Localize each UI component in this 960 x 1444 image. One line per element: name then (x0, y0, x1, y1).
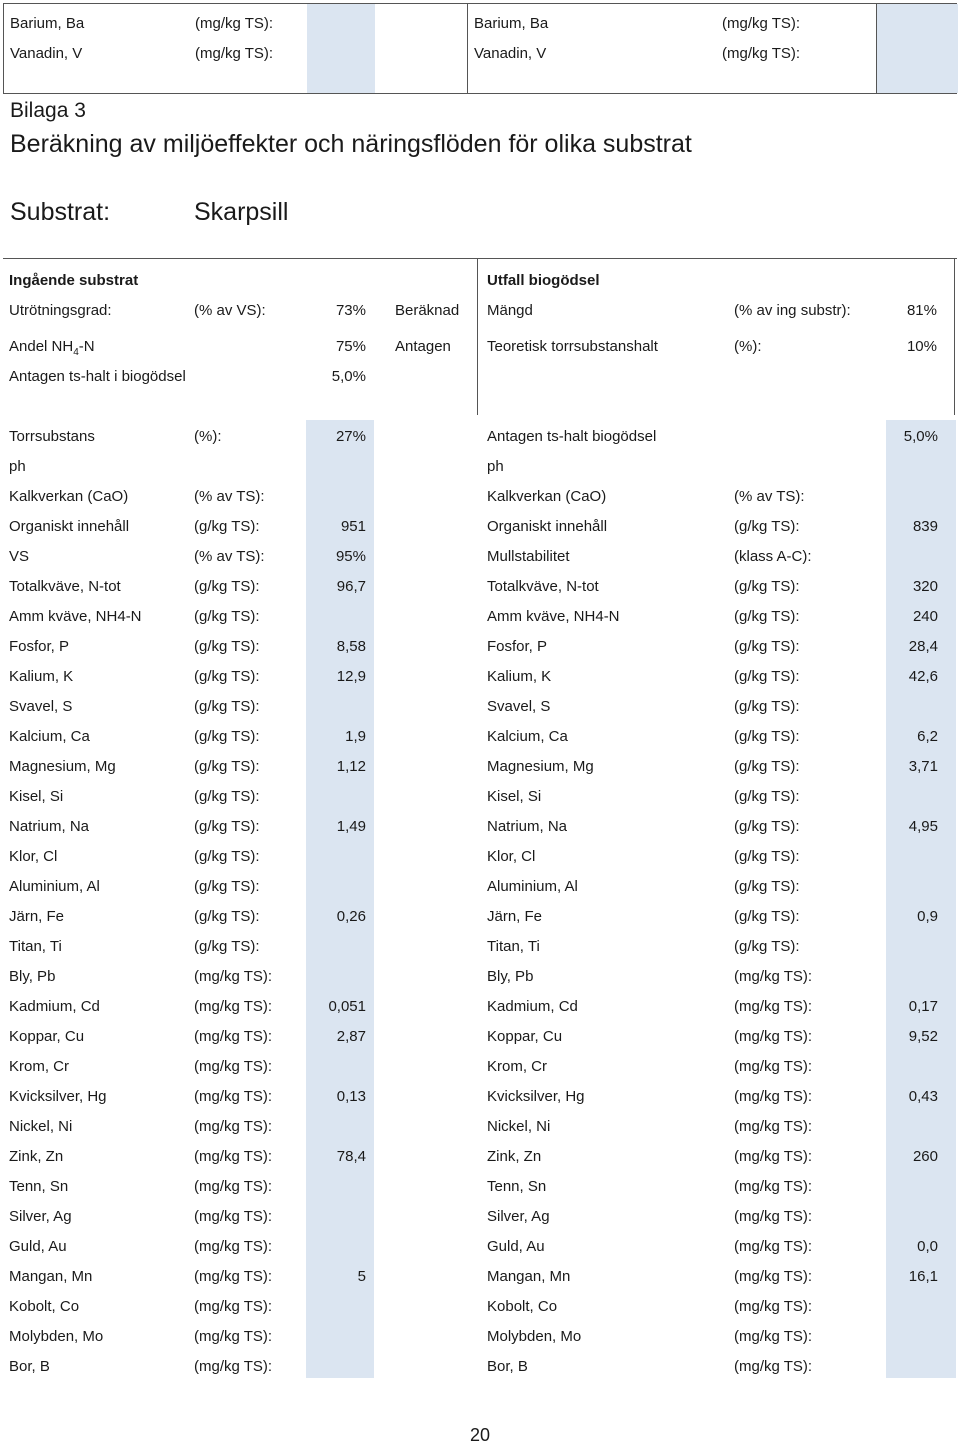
left-unit: (g/kg TS): (194, 818, 260, 835)
teoretisk-value: 10% (906, 338, 937, 355)
left-substance-name: Natrium, Na (9, 818, 90, 835)
right-unit: (g/kg TS): (734, 578, 800, 595)
left-substance-name: Kalium, K (9, 668, 74, 685)
right-unit: (g/kg TS): (734, 788, 800, 805)
right-value: 320 (912, 578, 938, 595)
output-heading: Utfall biogödsel (487, 272, 600, 289)
right-substance-name: Klor, Cl (487, 848, 536, 865)
table-row (0, 662, 960, 692)
right-substance-name: ph (487, 458, 504, 475)
appendix-label: Bilaga 3 (10, 99, 86, 122)
right-value: 839 (912, 518, 938, 535)
table-row (0, 872, 960, 902)
table-row (0, 962, 960, 992)
right-unit: (mg/kg TS): (734, 968, 813, 985)
andel-label: Andel $NH_4-N$ (9, 338, 95, 358)
top-continuation-table (3, 3, 957, 94)
right-value: 5,0% (903, 428, 938, 445)
right-substance-name: Titan, Ti (487, 938, 540, 955)
right-unit: (g/kg TS): (734, 668, 800, 685)
right-unit: (g/kg TS): (734, 638, 800, 655)
right-substance-name: Järn, Fe (487, 908, 543, 925)
table-row (0, 602, 960, 632)
table-row (0, 812, 960, 842)
left-substance-name: VS (9, 548, 30, 565)
right-unit: (mg/kg TS): (734, 1118, 813, 1135)
table-row (0, 1352, 960, 1382)
top-right-unit: (mg/kg TS): (722, 15, 801, 32)
utrotning-label: Utrötningsgrad: (9, 302, 112, 319)
left-value: 2,87 (336, 1028, 366, 1045)
andel-note: Antagen (395, 338, 451, 355)
top-left-unit: (mg/kg TS): (195, 15, 274, 32)
right-value: 0,0 (917, 1238, 938, 1255)
top-left-name: Vanadin, V (10, 45, 83, 62)
right-unit: (mg/kg TS): (734, 1268, 813, 1285)
right-unit: (g/kg TS): (734, 818, 800, 835)
left-unit: (g/kg TS): (194, 698, 260, 715)
left-unit: (g/kg TS): (194, 608, 260, 625)
left-unit: (g/kg TS): (194, 938, 260, 955)
table-row (0, 722, 960, 752)
right-unit: (g/kg TS): (734, 878, 800, 895)
utrotning-note: Beräknad (395, 302, 460, 319)
right-substance-name: Kvicksilver, Hg (487, 1088, 585, 1105)
mangd-unit: (% av ing substr): (734, 302, 851, 319)
left-substance-name: Silver, Ag (9, 1208, 72, 1225)
left-substance-name: Kadmium, Cd (9, 998, 100, 1015)
page-title: Beräkning av miljöeffekter och näringsflöden för olika substrat (10, 130, 692, 158)
right-unit: (mg/kg TS): (734, 998, 813, 1015)
left-unit: (%): (194, 428, 222, 445)
left-value: 78,4 (336, 1148, 366, 1165)
left-substance-name: Kvicksilver, Hg (9, 1088, 107, 1105)
left-substance-name: Organiskt innehåll (9, 518, 130, 535)
left-value: 12,9 (336, 668, 366, 685)
right-unit: (mg/kg TS): (734, 1358, 813, 1375)
right-substance-name: Kalium, K (487, 668, 552, 685)
right-unit: (mg/kg TS): (734, 1148, 813, 1165)
left-substance-name: Aluminium, Al (9, 878, 100, 895)
teoretisk-unit: (%): (734, 338, 762, 355)
left-unit: (g/kg TS): (194, 908, 260, 925)
right-value: 260 (912, 1148, 938, 1165)
table-row (0, 452, 960, 482)
table-row (0, 902, 960, 932)
left-substance-name: Nickel, Ni (9, 1118, 73, 1135)
right-value: 9,52 (908, 1028, 938, 1045)
right-substance-name: Zink, Zn (487, 1148, 542, 1165)
column-divider (467, 4, 468, 93)
table-row (0, 752, 960, 782)
left-unit: (mg/kg TS): (194, 1148, 273, 1165)
input-shade-left (307, 4, 375, 93)
right-value: 6,2 (917, 728, 938, 745)
left-unit: (mg/kg TS): (194, 1178, 273, 1195)
table-row (0, 1292, 960, 1322)
top-right-unit: (mg/kg TS): (722, 45, 801, 62)
table-row (0, 692, 960, 722)
left-value: 27% (335, 428, 366, 445)
table-row (0, 842, 960, 872)
right-substance-name: Kisel, Si (487, 788, 542, 805)
table-row (0, 512, 960, 542)
left-value: 8,58 (336, 638, 366, 655)
teoretisk-label: Teoretisk torrsubstanshalt (487, 338, 658, 355)
table-row (0, 1022, 960, 1052)
left-substance-name: Kobolt, Co (9, 1298, 80, 1315)
left-unit: (mg/kg TS): (194, 1118, 273, 1135)
left-substance-name: Titan, Ti (9, 938, 62, 955)
column-divider (954, 259, 955, 415)
substrate-value: Skarpsill (194, 198, 289, 226)
top-left-unit: (mg/kg TS): (195, 45, 274, 62)
left-unit: (mg/kg TS): (194, 1268, 273, 1285)
left-substance-name: Totalkväve, N-tot (9, 578, 121, 595)
right-unit: (g/kg TS): (734, 608, 800, 625)
left-value: 1,49 (336, 818, 366, 835)
table-row (0, 422, 960, 452)
right-substance-name: Bly, Pb (487, 968, 534, 985)
left-value: 0,26 (336, 908, 366, 925)
right-unit: (g/kg TS): (734, 758, 800, 775)
table-row (0, 542, 960, 572)
right-substance-name: Kobolt, Co (487, 1298, 558, 1315)
right-unit: (g/kg TS): (734, 728, 800, 745)
left-substance-name: Zink, Zn (9, 1148, 64, 1165)
right-substance-name: Tenn, Sn (487, 1178, 547, 1195)
right-value: 42,6 (908, 668, 938, 685)
left-substance-name: Torrsubstans (9, 428, 95, 445)
utrotning-unit: (% av VS): (194, 302, 266, 319)
summary-table (3, 258, 957, 416)
left-substance-name: Koppar, Cu (9, 1028, 85, 1045)
left-unit: (g/kg TS): (194, 668, 260, 685)
table-row (0, 782, 960, 812)
substrate-label: Substrat: (10, 198, 111, 226)
left-substance-name: Magnesium, Mg (9, 758, 116, 775)
table-row (0, 1232, 960, 1262)
table-row (0, 1322, 960, 1352)
right-substance-name: Organiskt innehåll (487, 518, 608, 535)
right-substance-name: Aluminium, Al (487, 878, 578, 895)
table-row (0, 992, 960, 1022)
ingoing-heading: Ingående substrat (9, 272, 139, 289)
right-substance-name: Mangan, Mn (487, 1268, 571, 1285)
right-substance-name: Bor, B (487, 1358, 528, 1375)
left-substance-name: Kisel, Si (9, 788, 64, 805)
right-value: 28,4 (908, 638, 938, 655)
left-unit: (% av TS): (194, 548, 265, 565)
left-substance-name: Klor, Cl (9, 848, 58, 865)
left-unit: (mg/kg TS): (194, 1238, 273, 1255)
table-row (0, 632, 960, 662)
right-substance-name: Kalkverkan (CaO) (487, 488, 607, 505)
left-substance-name: Kalkverkan (CaO) (9, 488, 129, 505)
left-unit: (g/kg TS): (194, 878, 260, 895)
left-unit: (g/kg TS): (194, 578, 260, 595)
right-substance-name: Amm kväve, NH4-N (487, 608, 620, 625)
right-unit: (mg/kg TS): (734, 1328, 813, 1345)
right-value: 0,9 (917, 908, 938, 925)
right-unit: (mg/kg TS): (734, 1298, 813, 1315)
right-substance-name: Krom, Cr (487, 1058, 547, 1075)
left-unit: (g/kg TS): (194, 518, 260, 535)
andel-value: 75% (335, 338, 366, 355)
right-value: 3,71 (908, 758, 938, 775)
table-row (0, 932, 960, 962)
table-row (0, 1172, 960, 1202)
left-unit: (g/kg TS): (194, 638, 260, 655)
left-unit: (g/kg TS): (194, 788, 260, 805)
left-unit: (mg/kg TS): (194, 1328, 273, 1345)
table-row (0, 1262, 960, 1292)
left-substance-name: Svavel, S (9, 698, 73, 715)
left-substance-name: Krom, Cr (9, 1058, 69, 1075)
left-unit: (mg/kg TS): (194, 1298, 273, 1315)
left-substance-name: Tenn, Sn (9, 1178, 69, 1195)
column-divider (876, 4, 877, 93)
mangd-label: Mängd (487, 302, 533, 319)
top-right-name: Barium, Ba (474, 15, 549, 32)
left-value: 96,7 (336, 578, 366, 595)
left-value: 95% (335, 548, 366, 565)
right-unit: (klass A-C): (734, 548, 812, 565)
left-substance-name: Fosfor, P (9, 638, 70, 655)
left-substance-name: Kalcium, Ca (9, 728, 90, 745)
right-unit: (mg/kg TS): (734, 1178, 813, 1195)
right-substance-name: Nickel, Ni (487, 1118, 551, 1135)
left-unit: (g/kg TS): (194, 728, 260, 745)
right-value: 0,17 (908, 998, 938, 1015)
input-shade-right (876, 4, 958, 93)
left-unit: (mg/kg TS): (194, 998, 273, 1015)
left-unit: (mg/kg TS): (194, 968, 273, 985)
table-row (0, 1112, 960, 1142)
right-value: 16,1 (908, 1268, 938, 1285)
left-value: 0,13 (336, 1088, 366, 1105)
right-value: 0,43 (908, 1088, 938, 1105)
left-substance-name: Amm kväve, NH4-N (9, 608, 142, 625)
left-unit: (mg/kg TS): (194, 1058, 273, 1075)
left-substance-name: ph (9, 458, 26, 475)
mangd-value: 81% (906, 302, 937, 319)
right-value: 240 (912, 608, 938, 625)
left-value: 0,051 (328, 998, 366, 1015)
left-substance-name: Mangan, Mn (9, 1268, 93, 1285)
right-substance-name: Guld, Au (487, 1238, 545, 1255)
table-row (0, 482, 960, 512)
right-unit: (mg/kg TS): (734, 1238, 813, 1255)
right-substance-name: Kalcium, Ca (487, 728, 568, 745)
left-unit: (mg/kg TS): (194, 1208, 273, 1225)
left-value: 1,12 (336, 758, 366, 775)
right-substance-name: Magnesium, Mg (487, 758, 594, 775)
right-value: 4,95 (908, 818, 938, 835)
right-unit: (g/kg TS): (734, 848, 800, 865)
left-substance-name: Guld, Au (9, 1238, 67, 1255)
right-substance-name: Natrium, Na (487, 818, 568, 835)
left-substance-name: Molybden, Mo (9, 1328, 104, 1345)
right-substance-name: Antagen ts-halt biogödsel (487, 428, 657, 445)
left-value: 1,9 (345, 728, 366, 745)
top-right-name: Vanadin, V (474, 45, 547, 62)
left-value: 951 (340, 518, 366, 535)
left-substance-name: Bor, B (9, 1358, 50, 1375)
right-unit: (mg/kg TS): (734, 1028, 813, 1045)
right-unit: (mg/kg TS): (734, 1208, 813, 1225)
left-unit: (g/kg TS): (194, 758, 260, 775)
top-left-name: Barium, Ba (10, 15, 85, 32)
tshalt-label: Antagen ts-halt i biogödsel (9, 368, 186, 385)
left-unit: (g/kg TS): (194, 848, 260, 865)
left-value: 5 (357, 1268, 366, 1285)
right-unit: (mg/kg TS): (734, 1088, 813, 1105)
right-substance-name: Kadmium, Cd (487, 998, 578, 1015)
table-row (0, 1142, 960, 1172)
right-unit: (% av TS): (734, 488, 805, 505)
left-substance-name: Bly, Pb (9, 968, 56, 985)
left-unit: (mg/kg TS): (194, 1028, 273, 1045)
right-unit: (g/kg TS): (734, 518, 800, 535)
right-unit: (g/kg TS): (734, 698, 800, 715)
left-unit: (mg/kg TS): (194, 1358, 273, 1375)
left-unit: (% av TS): (194, 488, 265, 505)
right-substance-name: Totalkväve, N-tot (487, 578, 599, 595)
left-unit: (mg/kg TS): (194, 1088, 273, 1105)
left-substance-name: Järn, Fe (9, 908, 65, 925)
right-substance-name: Svavel, S (487, 698, 551, 715)
right-substance-name: Mullstabilitet (487, 548, 570, 565)
table-row (0, 1082, 960, 1112)
right-substance-name: Molybden, Mo (487, 1328, 582, 1345)
right-unit: (g/kg TS): (734, 908, 800, 925)
right-unit: (g/kg TS): (734, 938, 800, 955)
table-row (0, 1202, 960, 1232)
tshalt-value: 5,0% (331, 368, 366, 385)
right-substance-name: Silver, Ag (487, 1208, 550, 1225)
column-divider (477, 259, 478, 415)
right-substance-name: Koppar, Cu (487, 1028, 563, 1045)
utrotning-value: 73% (335, 302, 366, 319)
right-unit: (mg/kg TS): (734, 1058, 813, 1075)
page-number: 20 (469, 1425, 491, 1444)
right-substance-name: Fosfor, P (487, 638, 548, 655)
table-row (0, 572, 960, 602)
table-row (0, 1052, 960, 1082)
